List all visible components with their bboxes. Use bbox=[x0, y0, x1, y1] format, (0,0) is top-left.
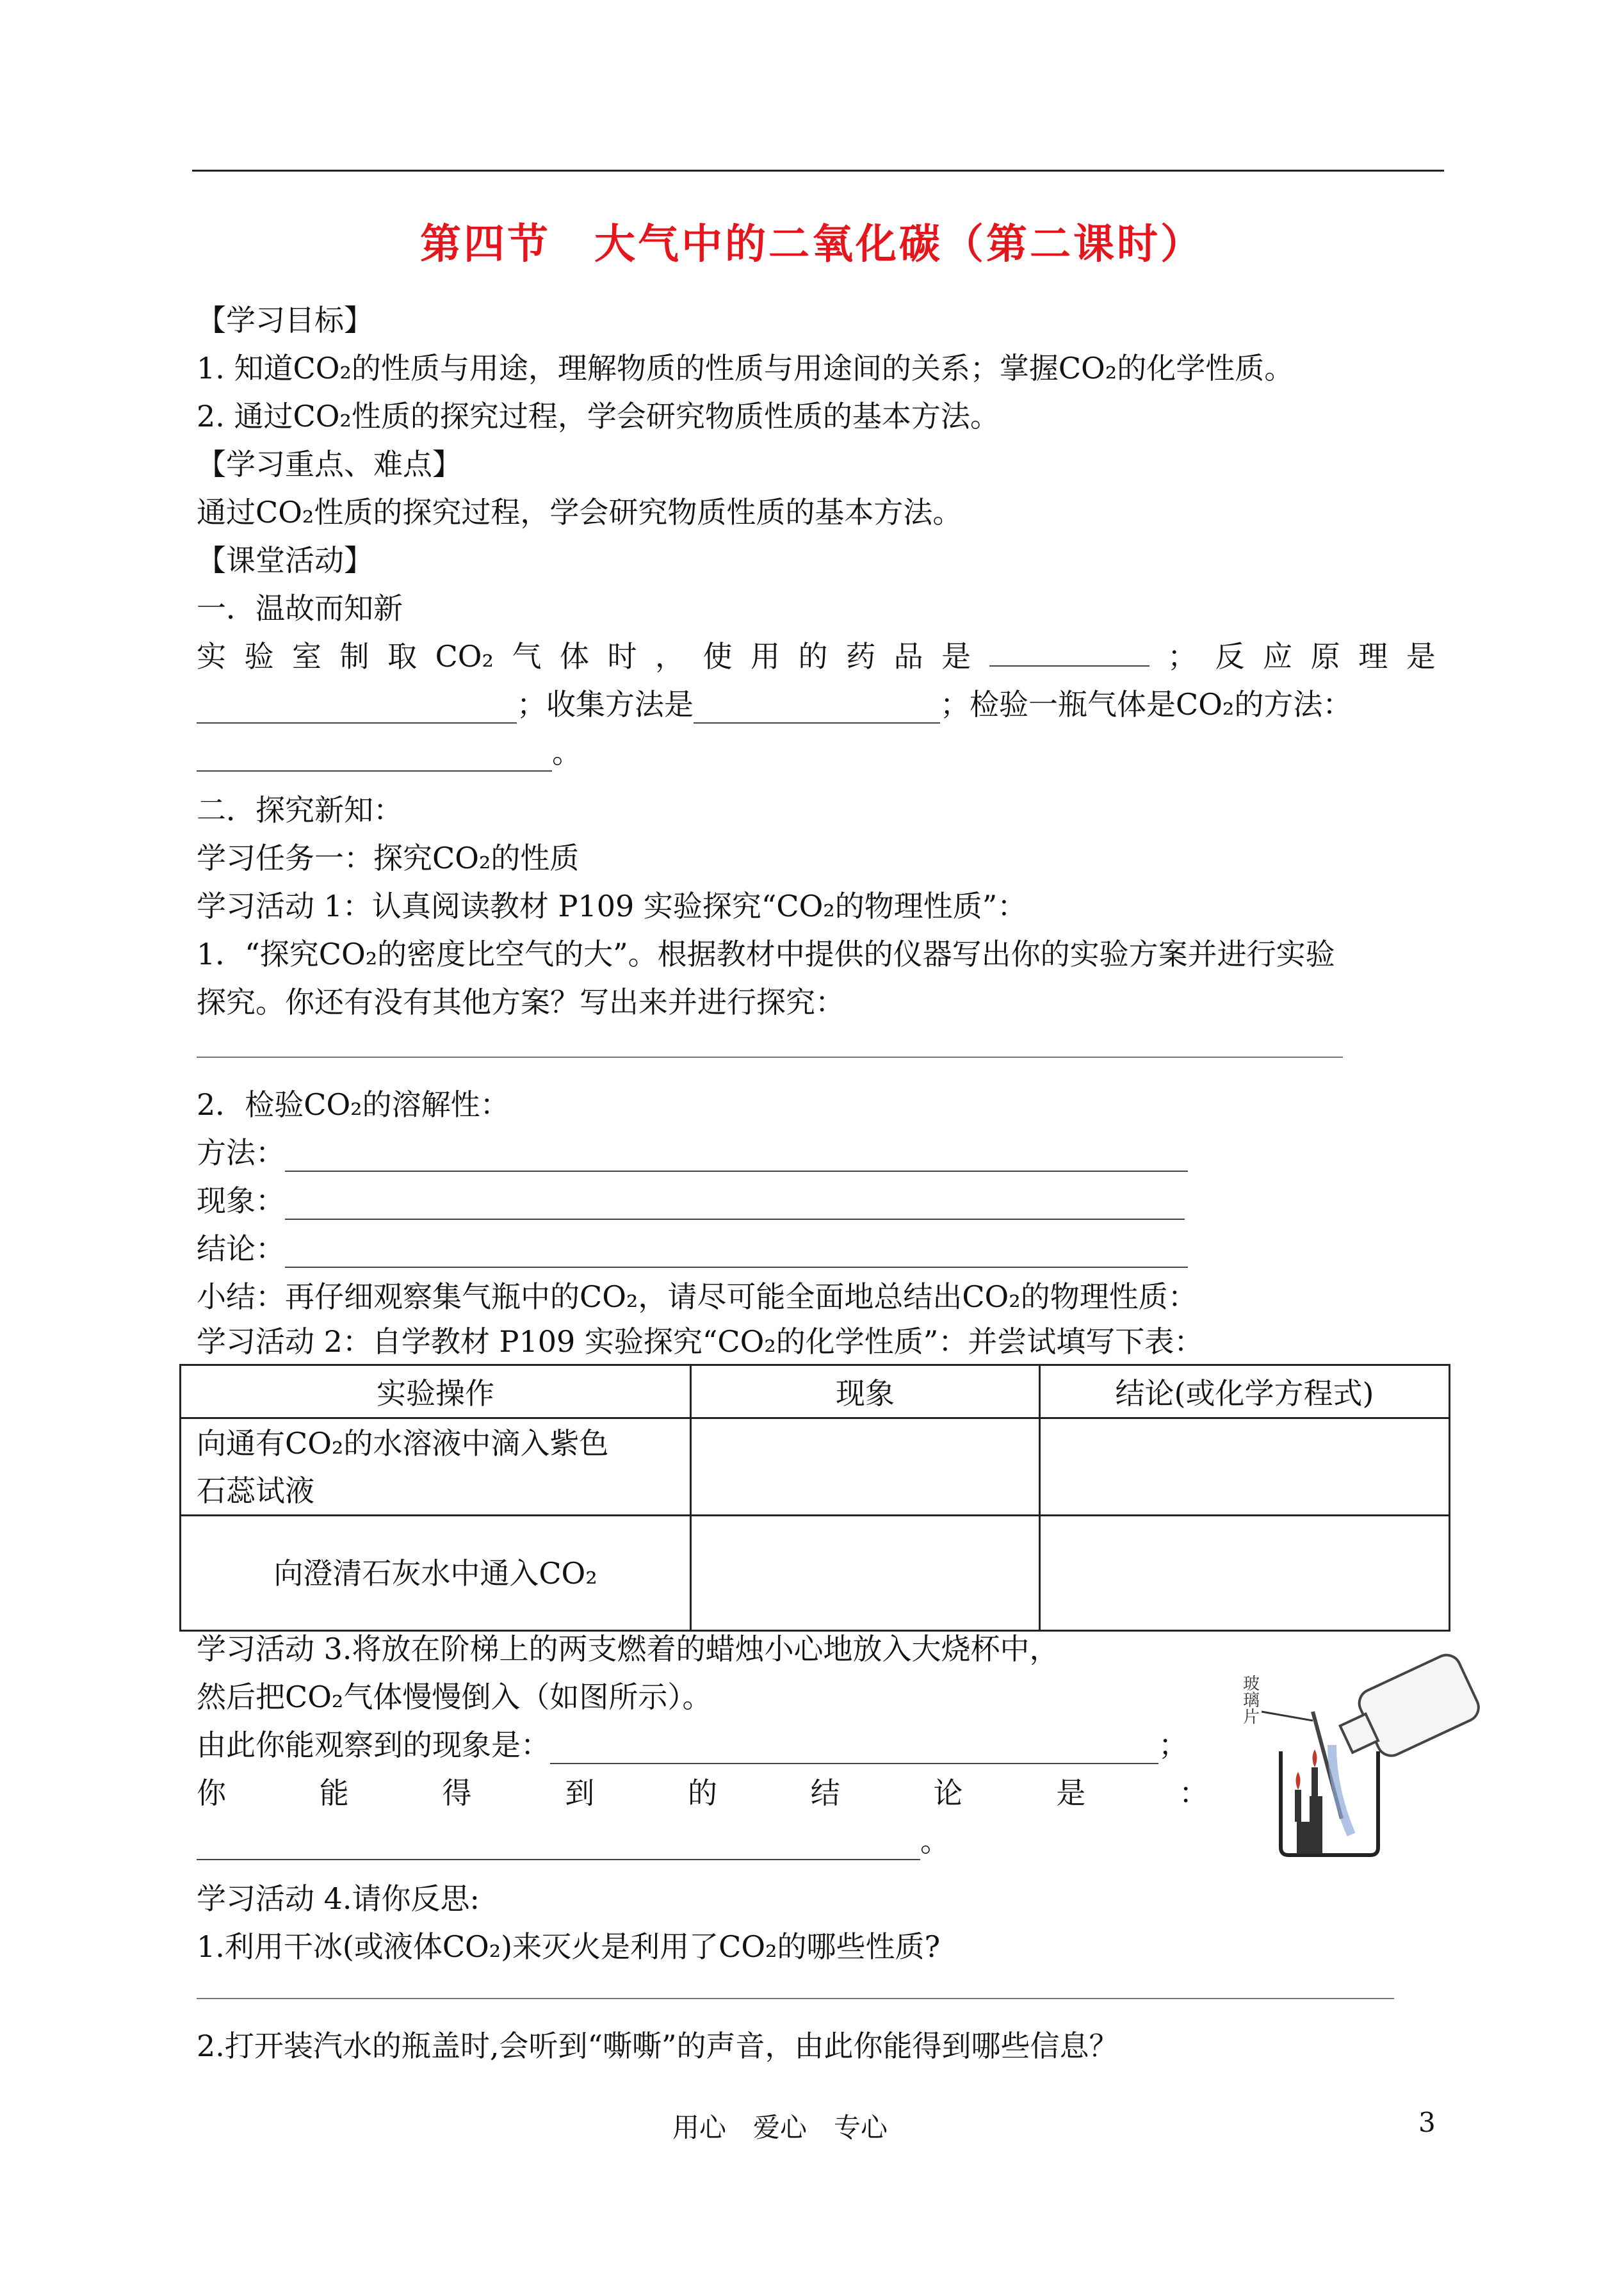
step-low bbox=[1297, 1822, 1322, 1854]
flame-low bbox=[1296, 1772, 1301, 1790]
table-cell-conclusion[interactable] bbox=[1040, 1418, 1450, 1516]
task-1: 学习任务一：探究CO₂的性质 bbox=[197, 841, 580, 875]
co2-flow bbox=[1332, 1745, 1351, 1835]
answer-rule-1[interactable] bbox=[197, 1057, 1343, 1058]
page-title: 第四节 大气中的二氧化碳（第二课时） bbox=[420, 220, 1204, 268]
gas-bottle bbox=[1331, 1650, 1483, 1771]
table-cell-phenomenon[interactable] bbox=[691, 1516, 1040, 1631]
table-header: 结论(或化学方程式) bbox=[1040, 1365, 1450, 1418]
drug-blank[interactable] bbox=[989, 637, 1149, 667]
activity-4-q2: 2.打开装汽水的瓶盖时,会听到“嘶嘶”的声音，由此你能得到哪些信息？ bbox=[197, 2029, 1119, 2063]
conclusion-blank[interactable] bbox=[285, 1238, 1188, 1268]
table-cell-operation: 向澄清石灰水中通入CO₂ bbox=[181, 1516, 691, 1631]
activity-3-line-5: 。 bbox=[197, 1822, 950, 1860]
step-high bbox=[1310, 1796, 1322, 1822]
goals-heading: 【学习目标】 bbox=[197, 303, 373, 337]
page-number: 3 bbox=[1418, 2107, 1436, 2138]
header-rule bbox=[192, 170, 1444, 172]
key-text: 通过CO₂性质的探究过程，学会研究物质性质的基本方法。 bbox=[197, 495, 962, 530]
explore-heading: 二．探究新知： bbox=[197, 793, 403, 827]
candle-high bbox=[1311, 1767, 1318, 1796]
label-leader-line bbox=[1262, 1712, 1313, 1721]
observation-blank[interactable] bbox=[550, 1735, 1158, 1764]
table-header: 现象 bbox=[691, 1365, 1040, 1418]
activity-4-heading: 学习活动 4.请你反思: bbox=[197, 1881, 480, 1916]
collection-blank[interactable] bbox=[694, 694, 940, 724]
experiment-table bbox=[179, 1364, 1450, 1632]
goal-1: 1. 知道CO₂的性质与用途，理解物质的性质与用途间的关系；掌握CO₂的化学性质。 bbox=[197, 351, 1294, 385]
principle-blank[interactable] bbox=[197, 694, 517, 724]
review-line-2: ；收集方法是 ；检验一瓶气体是CO₂的方法： bbox=[197, 685, 1352, 724]
key-heading: 【学习重点、难点】 bbox=[197, 447, 462, 482]
item-2: 2．检验CO₂的溶解性： bbox=[197, 1087, 510, 1122]
review-line-1: 实 验 室 制 取 CO₂ 气 体 时 ， 使 用 的 药 品 是 ； 反 应 原 理 是 bbox=[197, 637, 1436, 676]
summary: 小结：再仔细观察集气瓶中的CO₂，请尽可能全面地总结出CO₂的物理性质： bbox=[197, 1279, 1198, 1314]
review-line-3: 。 bbox=[197, 733, 581, 772]
footer-motto: 用心 爱心 专心 bbox=[672, 2112, 888, 2143]
class-heading: 【课堂活动】 bbox=[197, 543, 373, 578]
flame-high bbox=[1313, 1749, 1317, 1767]
test-method-blank[interactable] bbox=[197, 742, 552, 772]
item-1-line-2: 探究。你还有没有其他方案？写出来并进行探究： bbox=[197, 985, 845, 1019]
activity-3-line-2: 然后把CO₂气体慢慢倒入（如图所示）。 bbox=[197, 1680, 712, 1714]
phenomenon-blank[interactable] bbox=[285, 1190, 1185, 1220]
table-row bbox=[181, 1516, 1450, 1631]
item-1-line-1: 1．“探究CO₂的密度比空气的大”。根据教材中提供的仪器写出你的实验方案并进行实验 bbox=[197, 937, 1335, 971]
conclusion-3-blank[interactable] bbox=[197, 1831, 920, 1860]
activity-3-line-1: 学习活动 3.将放在阶梯上的两支燃着的蜡烛小心地放入大烧杯中， bbox=[197, 1632, 1059, 1666]
table-header: 实验操作 bbox=[181, 1365, 691, 1418]
table-cell-operation: 向通有CO₂的水溶液中滴入紫色 石蕊试液 bbox=[181, 1418, 691, 1516]
candle-low bbox=[1295, 1790, 1301, 1822]
conclusion-row: 结论： bbox=[197, 1229, 1188, 1268]
phenomenon-row: 现象： bbox=[197, 1181, 1185, 1220]
activity-1: 学习活动 1：认真阅读教材 P109 实验探究“CO₂的物理性质”： bbox=[197, 889, 1027, 923]
method-row: 方法： bbox=[197, 1133, 1188, 1172]
table-cell-phenomenon[interactable] bbox=[691, 1418, 1040, 1516]
review-heading: 一．温故而知新 bbox=[197, 591, 403, 626]
beaker-candle-figure bbox=[1236, 1649, 1486, 1860]
goal-2: 2. 通过CO₂性质的探究过程，学会研究物质性质的基本方法。 bbox=[197, 399, 1000, 434]
activity-3-line-4: 你 能 得 到 的 结 论 是 ： bbox=[197, 1776, 1208, 1810]
answer-rule-2[interactable] bbox=[197, 1998, 1394, 1999]
figure-label: 玻璃片 bbox=[1240, 1675, 1260, 1724]
method-blank[interactable] bbox=[285, 1142, 1188, 1172]
activity-2: 学习活动 2：自学教材 P109 实验探究“CO₂的化学性质”：并尝试填写下表： bbox=[197, 1324, 1204, 1359]
activity-4-q1: 1.利用干冰(或液体CO₂)来灭火是利用了CO₂的哪些性质? bbox=[197, 1929, 941, 1964]
activity-3-line-3: 由此你能观察到的现象是： ； bbox=[197, 1726, 1188, 1764]
table-cell-conclusion[interactable] bbox=[1040, 1516, 1450, 1631]
table-header-row bbox=[181, 1365, 1450, 1418]
table-row bbox=[181, 1418, 1450, 1516]
